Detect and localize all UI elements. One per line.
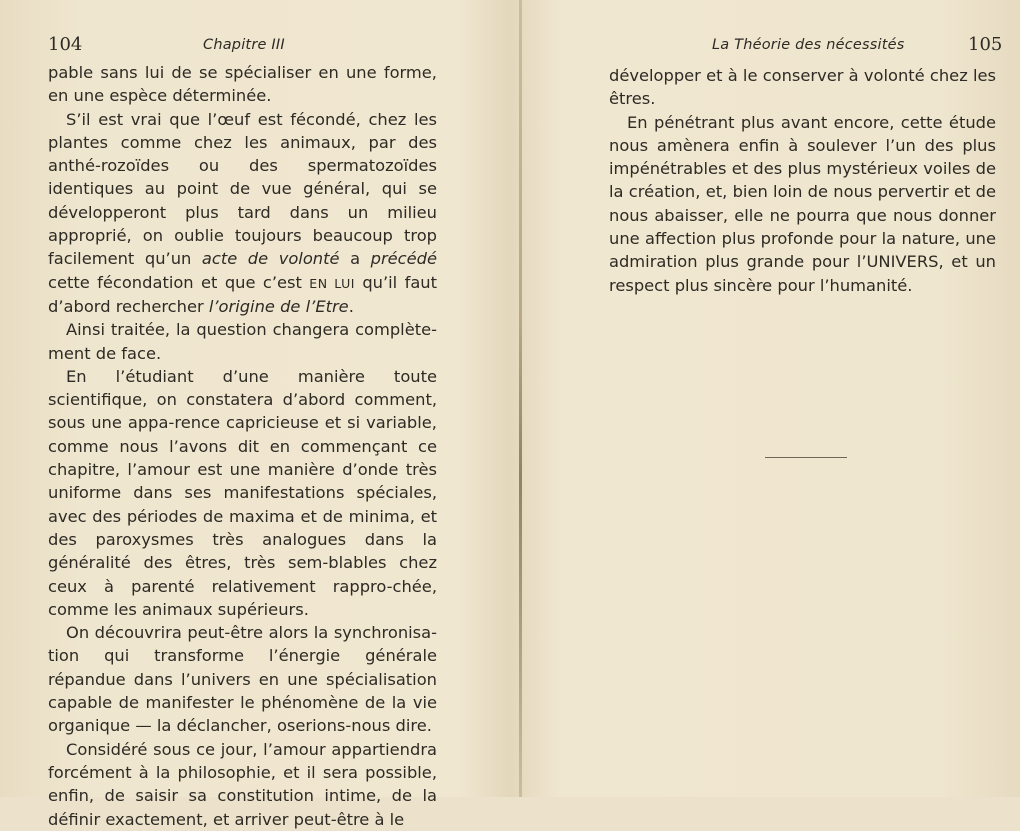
section-divider-rule: [765, 457, 847, 458]
italic-text: l’origine de l’Etre: [208, 296, 349, 316]
paragraph: pable sans lui de se spécialiser en une forme, en une espèce déterminée.: [48, 63, 437, 106]
right-running-title: La Théorie des nécessités: [712, 37, 905, 53]
text-run: qu’il faut d’abord rechercher: [48, 272, 437, 316]
text-run: a: [339, 249, 371, 269]
paragraph: En l’étudiant d’une manière toute scientifique, on constatera d’abord comment, sous une appa-rence capricieuse et si variable, comme nous l’avons dit en commençant ce chapitre, l’amour est une manière d’onde très uniforme dans ses manifestations spéciales, avec des périodes de maxima et de minima, et des paroxysmes très analogues dans la généralité des êtres, très sem-blables chez ceux à parenté relativement rappro-chée, comme les animaux supérieurs.: [48, 366, 437, 619]
right-body-text: [609, 64, 996, 297]
left-running-title: Chapitre III: [203, 37, 285, 53]
small-caps-text: EN LUI: [309, 275, 355, 291]
paragraph: Considéré sous ce jour, l’amour appartiendra forcément à la philosophie, et il sera possible, enfin, de saisir sa constitution intime, de la définir exactement, et arriver peut-être à le: [48, 739, 437, 829]
paragraph: [48, 108, 437, 319]
paragraph: En pénétrant plus avant encore, cette étude nous amènera enfin à soulever l’un des plus impénétrables et des plus mystérieux voiles de la création, et, bien loin de nous pervertir et de nous abaisser, elle ne pourra que nous donner une affection plus profonde pour la nature, une admiration plus grande pour l’UNIVERS, et un respect plus sincère pour l’humanité.: [609, 112, 996, 295]
paragraph: On découvrira peut-être alors la synchronisa-tion qui transforme l’énergie générale répandue dans l’univers en une spécialisation capable de manifester le phénomène de la vie organique — la déclancher, oserions-nous dire.: [48, 623, 437, 736]
right-page: [522, 0, 1020, 797]
left-body-text: [48, 61, 437, 831]
paragraph: développer et à le conserver à volonté chez les êtres.: [609, 66, 996, 109]
paragraph: Ainsi traitée, la question changera complète-ment de face.: [48, 320, 437, 363]
text-run: .: [348, 296, 354, 316]
italic-text: précédé: [370, 249, 437, 269]
left-page-number: 104: [48, 34, 83, 55]
right-page-number: 105: [968, 34, 1003, 55]
text-run: cette fécondation et que c’est: [48, 272, 310, 292]
italic-text: acte de volonté: [201, 249, 340, 269]
text-run: S’il est vrai que l’œuf est fécondé, chez les plantes comme chez les animaux, par des anthé-rozoïdes ou des spermatozoïdes identiques au point de vue général, qui se développeront plus tard dans un milieu approprié, on oublie toujours beaucoup trop facilement qu’un: [48, 109, 437, 269]
